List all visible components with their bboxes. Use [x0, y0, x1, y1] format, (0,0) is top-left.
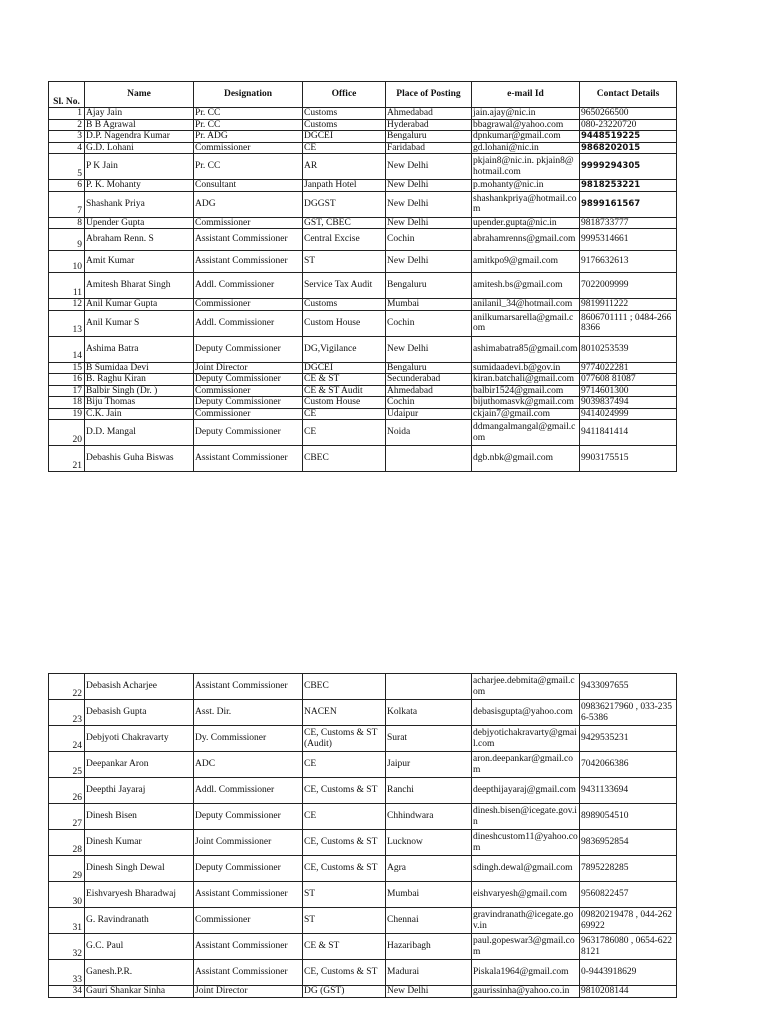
cell-email: dineshcustom11@yahoo.com	[472, 830, 580, 856]
cell-contact: 9433097655	[580, 674, 677, 700]
cell-name: Debashis Guha Biswas	[85, 446, 194, 472]
cell-email: shashankpriya@hotmail.com	[472, 191, 580, 217]
cell-email: balbir1524@gmail.com	[472, 385, 580, 397]
cell-office: Custom House	[303, 310, 386, 336]
cell-name: Ashima Batra	[85, 336, 194, 362]
cell-sl: 1	[49, 108, 85, 120]
cell-posting: Surat	[386, 726, 472, 752]
cell-contact: 8606701111 ; 0484-2668366	[580, 310, 677, 336]
cell-office: CE, Customs & ST	[303, 830, 386, 856]
cell-designation: Commissioner	[194, 217, 303, 229]
cell-contact: 9650266500	[580, 108, 677, 120]
cell-designation: Deputy Commissioner	[194, 856, 303, 882]
header-contact: Contact Details	[580, 82, 677, 108]
cell-sl: 31	[49, 908, 85, 934]
cell-office: CBEC	[303, 674, 386, 700]
cell-name: Balbir Singh (Dr. )	[85, 385, 194, 397]
cell-posting: Cochin	[386, 229, 472, 251]
cell-contact: 9999294305	[580, 154, 677, 180]
cell-office: Customs	[303, 299, 386, 311]
cell-office: DGCEI	[303, 131, 386, 143]
cell-sl: 24	[49, 726, 85, 752]
cell-email: upender.gupta@nic.in	[472, 217, 580, 229]
cell-name: Gauri Shankar Sinha	[85, 986, 194, 998]
cell-designation: Assistant Commissioner	[194, 229, 303, 251]
cell-email: amitkpo9@gmail.com	[472, 251, 580, 273]
table-row	[49, 882, 677, 908]
cell-designation: Assistant Commissioner	[194, 674, 303, 700]
cell-name: Amit Kumar	[85, 251, 194, 273]
cell-posting: Jaipur	[386, 752, 472, 778]
cell-name: Shashank Priya	[85, 191, 194, 217]
cell-email: gravindranath@icegate.gov.in	[472, 908, 580, 934]
cell-designation: Assistant Commissioner	[194, 882, 303, 908]
table-row	[49, 362, 677, 374]
cell-name: Amitesh Bharat Singh	[85, 273, 194, 299]
table-row	[49, 908, 677, 934]
cell-contact: 9903175515	[580, 446, 677, 472]
cell-name: B B Agrawal	[85, 119, 194, 131]
cell-email: amitesh.bs@gmail.com	[472, 273, 580, 299]
cell-email: eishvaryesh@gmail.com	[472, 882, 580, 908]
cell-contact: 9818253221	[580, 180, 677, 192]
cell-posting: Cochin	[386, 397, 472, 409]
table-row	[49, 180, 677, 192]
cell-contact: 9868202015	[580, 142, 677, 154]
cell-sl: 29	[49, 856, 85, 882]
cell-email: gaurissinha@yahoo.co.in	[472, 986, 580, 998]
cell-name: Anil Kumar S	[85, 310, 194, 336]
table-row	[49, 217, 677, 229]
cell-name: G. Ravindranath	[85, 908, 194, 934]
cell-office: CE, Customs & ST	[303, 778, 386, 804]
cell-sl: 22	[49, 674, 85, 700]
cell-email: debjyotichakravarty@gmail.com	[472, 726, 580, 752]
table-row	[49, 142, 677, 154]
cell-posting: New Delhi	[386, 336, 472, 362]
cell-posting: New Delhi	[386, 154, 472, 180]
table-row	[49, 674, 677, 700]
cell-contact: 7895228285	[580, 856, 677, 882]
cell-designation: Asst. Dir.	[194, 700, 303, 726]
cell-contact: 7042066386	[580, 752, 677, 778]
cell-office: ST	[303, 251, 386, 273]
table-row	[49, 251, 677, 273]
cell-sl: 14	[49, 336, 85, 362]
cell-name: Biju Thomas	[85, 397, 194, 409]
cell-email: paul.gopeswar3@gmail.com	[472, 934, 580, 960]
cell-office: GST, CBEC	[303, 217, 386, 229]
table-row	[49, 856, 677, 882]
table-row	[49, 374, 677, 386]
cell-designation: Commissioner	[194, 142, 303, 154]
cell-sl: 8	[49, 217, 85, 229]
cell-office: CE	[303, 142, 386, 154]
table-row	[49, 108, 677, 120]
cell-office: Custom House	[303, 397, 386, 409]
cell-email: debasisgupta@yahoo.com	[472, 700, 580, 726]
cell-office: CE, Customs & ST	[303, 960, 386, 986]
cell-sl: 11	[49, 273, 85, 299]
cell-name: Deepankar Aron	[85, 752, 194, 778]
cell-name: Ajay Jain	[85, 108, 194, 120]
cell-email: acharjee.debmita@gmail.com	[472, 674, 580, 700]
cell-name: G.D. Lohani	[85, 142, 194, 154]
cell-email: aron.deepankar@gmail.com	[472, 752, 580, 778]
cell-email: gd.lohani@nic.in	[472, 142, 580, 154]
cell-sl: 34	[49, 986, 85, 998]
officers-table-1	[48, 81, 677, 472]
cell-email: bbagrawal@yahoo.com	[472, 119, 580, 131]
cell-sl: 26	[49, 778, 85, 804]
cell-designation: ADG	[194, 191, 303, 217]
cell-sl: 33	[49, 960, 85, 986]
cell-sl: 5	[49, 154, 85, 180]
cell-contact: 9899161567	[580, 191, 677, 217]
cell-email: anilanil_34@hotmail.com	[472, 299, 580, 311]
cell-office: AR	[303, 154, 386, 180]
cell-email: dinesh.bisen@icegate.gov.in	[472, 804, 580, 830]
cell-email: abrahamrenns@gmail.com	[472, 229, 580, 251]
table-body-1	[49, 108, 677, 472]
cell-name: Eishvaryesh Bharadwaj	[85, 882, 194, 908]
table-body-2	[49, 674, 677, 998]
table-row	[49, 397, 677, 409]
cell-contact: 9818733777	[580, 217, 677, 229]
cell-sl: 7	[49, 191, 85, 217]
cell-sl: 28	[49, 830, 85, 856]
cell-posting: Bengaluru	[386, 273, 472, 299]
cell-sl: 10	[49, 251, 85, 273]
cell-office: CE	[303, 420, 386, 446]
cell-sl: 32	[49, 934, 85, 960]
cell-office: CE	[303, 804, 386, 830]
cell-sl: 30	[49, 882, 85, 908]
cell-name: P K Jain	[85, 154, 194, 180]
cell-posting: Hazaribagh	[386, 934, 472, 960]
cell-contact: 0-9443918629	[580, 960, 677, 986]
cell-posting: Ahmedabad	[386, 108, 472, 120]
cell-designation: Addl. Commissioner	[194, 273, 303, 299]
cell-email: deepthijayaraj@gmail.com	[472, 778, 580, 804]
table-row	[49, 191, 677, 217]
cell-posting: Kolkata	[386, 700, 472, 726]
cell-designation: Pr. ADG	[194, 131, 303, 143]
cell-contact: 8989054510	[580, 804, 677, 830]
header-sl-no: Sl. No.	[49, 82, 85, 108]
cell-contact: 9431133694	[580, 778, 677, 804]
cell-posting: Secunderabad	[386, 374, 472, 386]
cell-name: Debasish Acharjee	[85, 674, 194, 700]
cell-posting: Faridabad	[386, 142, 472, 154]
cell-sl: 13	[49, 310, 85, 336]
cell-posting: New Delhi	[386, 251, 472, 273]
cell-office: DGCEI	[303, 362, 386, 374]
cell-contact: 9176632613	[580, 251, 677, 273]
cell-office: CBEC	[303, 446, 386, 472]
cell-email: p.mohanty@nic.in	[472, 180, 580, 192]
cell-sl: 6	[49, 180, 85, 192]
cell-email: bijuthomasvk@gmail.com	[472, 397, 580, 409]
cell-designation: Dy. Commissioner	[194, 726, 303, 752]
cell-name: C.K. Jain	[85, 408, 194, 420]
cell-sl: 17	[49, 385, 85, 397]
table-row	[49, 310, 677, 336]
cell-office: CE & ST	[303, 374, 386, 386]
cell-office: DG,Vigilance	[303, 336, 386, 362]
cell-designation: Commissioner	[194, 299, 303, 311]
cell-designation: Joint Commissioner	[194, 830, 303, 856]
cell-posting: Chennai	[386, 908, 472, 934]
cell-designation: Deputy Commissioner	[194, 336, 303, 362]
cell-sl: 25	[49, 752, 85, 778]
cell-name: Deepthi Jayaraj	[85, 778, 194, 804]
cell-office: ST	[303, 908, 386, 934]
cell-contact: 9631786080 , 0654-6228121	[580, 934, 677, 960]
cell-name: Dinesh Kumar	[85, 830, 194, 856]
cell-contact: 7022009999	[580, 273, 677, 299]
cell-designation: Commissioner	[194, 385, 303, 397]
cell-email: dpnkumar@gmail.com	[472, 131, 580, 143]
cell-posting: Ahmedabad	[386, 385, 472, 397]
cell-office: Customs	[303, 108, 386, 120]
cell-posting: Madurai	[386, 960, 472, 986]
header-email: e-mail Id	[472, 82, 580, 108]
cell-contact: 9429535231	[580, 726, 677, 752]
cell-designation: Pr. CC	[194, 108, 303, 120]
cell-posting: Mumbai	[386, 882, 472, 908]
cell-designation: Deputy Commissioner	[194, 374, 303, 386]
table-row	[49, 960, 677, 986]
table-row	[49, 934, 677, 960]
cell-sl: 23	[49, 700, 85, 726]
cell-office: Service Tax Audit	[303, 273, 386, 299]
header-name: Name	[85, 82, 194, 108]
cell-name: Anil Kumar Gupta	[85, 299, 194, 311]
cell-designation: Joint Director	[194, 986, 303, 998]
cell-sl: 2	[49, 119, 85, 131]
cell-office: DG (GST)	[303, 986, 386, 998]
cell-contact: 077608 81087	[580, 374, 677, 386]
cell-sl: 15	[49, 362, 85, 374]
cell-name: Dinesh Bisen	[85, 804, 194, 830]
table-row	[49, 299, 677, 311]
cell-email: anilkumarsarella@gmail.com	[472, 310, 580, 336]
cell-office: ST	[303, 882, 386, 908]
cell-email: ckjain7@gmail.com	[472, 408, 580, 420]
cell-office: CE	[303, 752, 386, 778]
cell-office: CE, Customs & ST (Audit)	[303, 726, 386, 752]
cell-sl: 9	[49, 229, 85, 251]
cell-email: jain.ajay@nic.in	[472, 108, 580, 120]
cell-contact: 09820219478 , 044-26269922	[580, 908, 677, 934]
cell-contact: 09836217960 , 033-2356-5386	[580, 700, 677, 726]
cell-name: Debjyoti Chakravarty	[85, 726, 194, 752]
cell-contact: 9836952854	[580, 830, 677, 856]
cell-posting: New Delhi	[386, 180, 472, 192]
cell-office: NACEN	[303, 700, 386, 726]
cell-email: ashimabatra85@gmail.com	[472, 336, 580, 362]
cell-posting: Chhindwara	[386, 804, 472, 830]
cell-email: sumidaadevi.b@gov.in	[472, 362, 580, 374]
cell-designation: Consultant	[194, 180, 303, 192]
table-row	[49, 408, 677, 420]
cell-posting: New Delhi	[386, 191, 472, 217]
header-place-of-posting: Place of Posting	[386, 82, 472, 108]
cell-office: CE & ST Audit	[303, 385, 386, 397]
cell-posting: New Delhi	[386, 986, 472, 998]
cell-contact: 8010253539	[580, 336, 677, 362]
cell-name: Abraham Renn. S	[85, 229, 194, 251]
cell-designation: Joint Director	[194, 362, 303, 374]
cell-sl: 12	[49, 299, 85, 311]
cell-posting: Agra	[386, 856, 472, 882]
table-row	[49, 131, 677, 143]
cell-posting: Udaipur	[386, 408, 472, 420]
table-row	[49, 420, 677, 446]
cell-sl: 21	[49, 446, 85, 472]
cell-posting: Bengaluru	[386, 362, 472, 374]
cell-sl: 16	[49, 374, 85, 386]
table-header-row	[49, 82, 677, 108]
cell-designation: Deputy Commissioner	[194, 397, 303, 409]
cell-posting: Hyderabad	[386, 119, 472, 131]
cell-office: Central Excise	[303, 229, 386, 251]
cell-designation: Assistant Commissioner	[194, 934, 303, 960]
cell-contact: 9995314661	[580, 229, 677, 251]
cell-name: B Sumidaa Devi	[85, 362, 194, 374]
table-row	[49, 752, 677, 778]
cell-sl: 18	[49, 397, 85, 409]
table-row	[49, 273, 677, 299]
cell-email: dgb.nbk@gmail.com	[472, 446, 580, 472]
table-row	[49, 385, 677, 397]
cell-contact: 9411841414	[580, 420, 677, 446]
cell-name: Dinesh Singh Dewal	[85, 856, 194, 882]
table-row	[49, 778, 677, 804]
cell-posting	[386, 446, 472, 472]
cell-name: Upender Gupta	[85, 217, 194, 229]
cell-contact: 9039837494	[580, 397, 677, 409]
cell-posting	[386, 674, 472, 700]
cell-posting: Bengaluru	[386, 131, 472, 143]
cell-name: D.P. Nagendra Kumar	[85, 131, 194, 143]
cell-sl: 3	[49, 131, 85, 143]
cell-posting: Cochin	[386, 310, 472, 336]
cell-email: sdingh.dewal@gmail.com	[472, 856, 580, 882]
table-row	[49, 119, 677, 131]
cell-contact: 9819911222	[580, 299, 677, 311]
cell-posting: Noida	[386, 420, 472, 446]
cell-contact: 9714601300	[580, 385, 677, 397]
cell-designation: Deputy Commissioner	[194, 420, 303, 446]
cell-designation: Assistant Commissioner	[194, 446, 303, 472]
cell-name: G.C. Paul	[85, 934, 194, 960]
cell-posting: Ranchi	[386, 778, 472, 804]
cell-designation: Assistant Commissioner	[194, 960, 303, 986]
cell-name: B. Raghu Kiran	[85, 374, 194, 386]
cell-name: D.D. Mangal	[85, 420, 194, 446]
cell-posting: New Delhi	[386, 217, 472, 229]
cell-designation: Commissioner	[194, 408, 303, 420]
cell-email: Piskala1964@gmail.com	[472, 960, 580, 986]
cell-contact: 9414024999	[580, 408, 677, 420]
cell-contact: 080-23220720	[580, 119, 677, 131]
cell-contact: 9774022281	[580, 362, 677, 374]
cell-sl: 19	[49, 408, 85, 420]
cell-office: CE & ST	[303, 934, 386, 960]
table-row	[49, 830, 677, 856]
cell-name: Ganesh.P.R.	[85, 960, 194, 986]
cell-contact: 9560822457	[580, 882, 677, 908]
cell-contact: 9448519225	[580, 131, 677, 143]
header-designation: Designation	[194, 82, 303, 108]
cell-office: Customs	[303, 119, 386, 131]
cell-contact: 9810208144	[580, 986, 677, 998]
cell-email: ddmangalmangal@gmail.com	[472, 420, 580, 446]
table-row	[49, 804, 677, 830]
header-office: Office	[303, 82, 386, 108]
cell-designation: Addl. Commissioner	[194, 778, 303, 804]
table-row	[49, 726, 677, 752]
cell-designation: Deputy Commissioner	[194, 804, 303, 830]
cell-office: DGGST	[303, 191, 386, 217]
cell-designation: Addl. Commissioner	[194, 310, 303, 336]
cell-email: kiran.batchali@gmail.com	[472, 374, 580, 386]
table-row	[49, 336, 677, 362]
table-row	[49, 154, 677, 180]
cell-sl: 27	[49, 804, 85, 830]
cell-email: pkjain8@nic.in. pkjain8@hotmail.com	[472, 154, 580, 180]
cell-sl: 20	[49, 420, 85, 446]
cell-posting: Lucknow	[386, 830, 472, 856]
cell-office: CE, Customs & ST	[303, 856, 386, 882]
cell-designation: Pr. CC	[194, 154, 303, 180]
cell-office: Janpath Hotel	[303, 180, 386, 192]
table-row	[49, 229, 677, 251]
cell-designation: Assistant Commissioner	[194, 251, 303, 273]
cell-name: Debasish Gupta	[85, 700, 194, 726]
cell-designation: Commissioner	[194, 908, 303, 934]
officers-table-2	[48, 673, 677, 998]
table-row	[49, 446, 677, 472]
cell-office: CE	[303, 408, 386, 420]
table-row	[49, 700, 677, 726]
cell-designation: Pr. CC	[194, 119, 303, 131]
cell-designation: ADC	[194, 752, 303, 778]
cell-name: P. K. Mohanty	[85, 180, 194, 192]
cell-posting: Mumbai	[386, 299, 472, 311]
table-row	[49, 986, 677, 998]
cell-sl: 4	[49, 142, 85, 154]
